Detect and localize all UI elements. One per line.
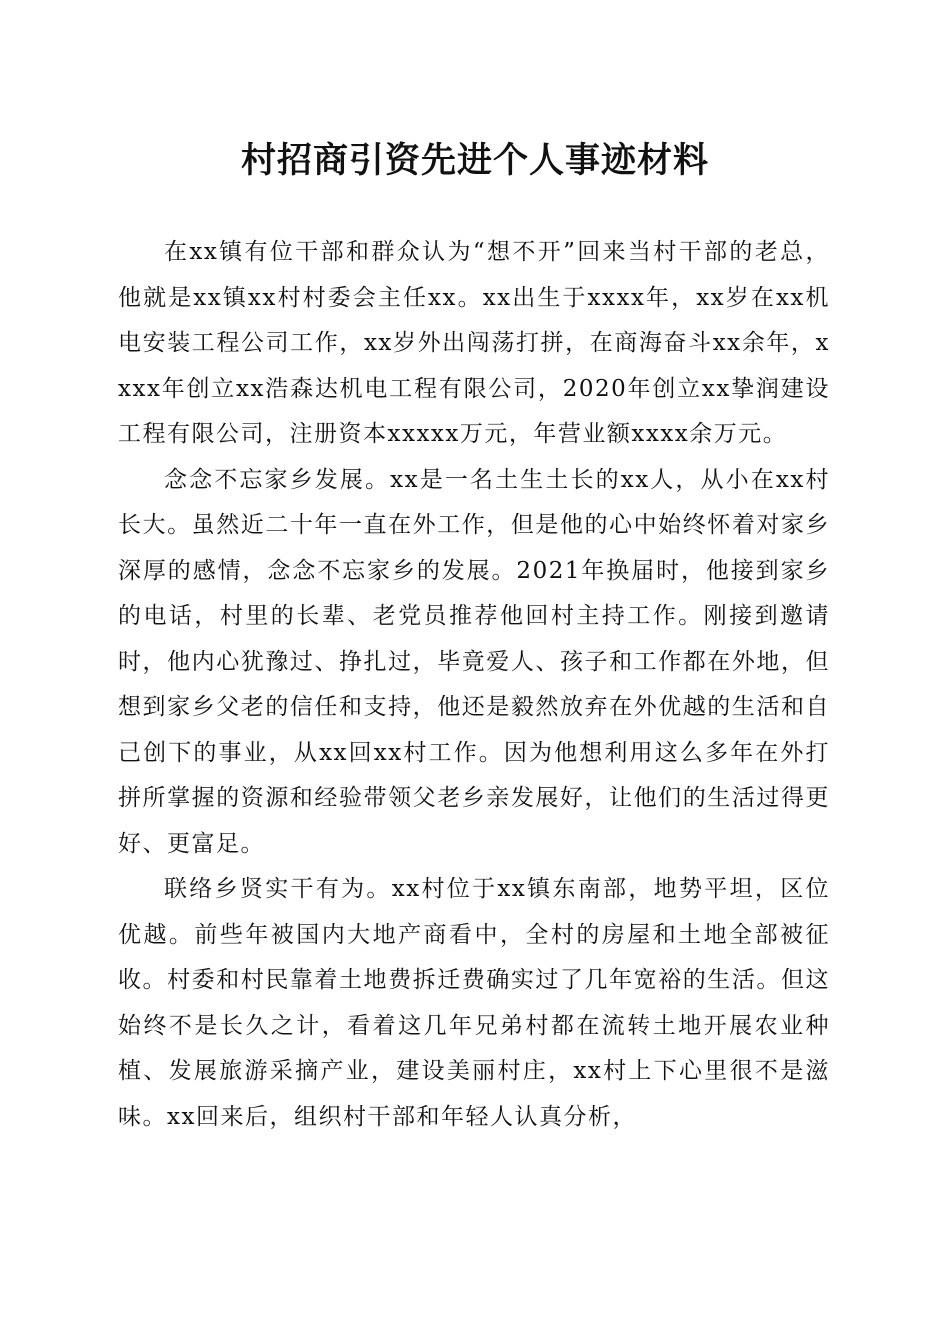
paragraph-intro: 在xx镇有位干部和群众认为“想不开”回来当村干部的老总，他就是xx镇xx村村委会主任xx。xx出生于xxxx年，xx岁在xx机电安装工程公司工作，xx岁外出闯荡打拼，在商海奋斗xx余年，xxxx年创立xx浩森达机电工程有限公司，2020年创立xx挚润建设工程有限公司，注册资本xxxxx万元，年营业额xxxx余万元。 [118, 239, 830, 447]
paragraph-village: 联络乡贤实干有为。xx村位于xx镇东南部，地势平坦，区位优越。前些年被国内大地产商看中，全村的房屋和土地全部被征收。村委和村民靠着土地费拆迁费确实过了几年宽裕的生活。但这始终不是长久之计，看着这几年兄弟村都在流转土地开展农业种植、发展旅游采摘产业，建设美丽村庄，xx村上下心里很不是滋味。xx回来后，组织村干部和年轻人认真分析， [118, 876, 830, 1130]
document-title: 村招商引资先进个人事迹材料 [240, 140, 709, 181]
document-body [118, 230, 830, 1140]
paragraph-hometown: 念念不忘家乡发展。xx是一名土生土长的xx人，从小在xx村长大。虽然近二十年一直在外工作，但是他的心中始终怀着对家乡深厚的感情，念念不忘家乡的发展。2021年换届时，他接到家乡的电话，村里的长辈、老党员推荐他回村主持工作。刚接到邀请时，他内心犹豫过、挣扎过，毕竟爱人、孩子和工作都在外地，但想到家乡父老的信任和支持，他还是毅然放弃在外优越的生活和自己创下的事业，从xx回xx村工作。因为他想利用这么多年在外打拼所掌握的资源和经验带领父老乡亲发展好，让他们的生活过得更好、更富足。 [118, 466, 830, 857]
